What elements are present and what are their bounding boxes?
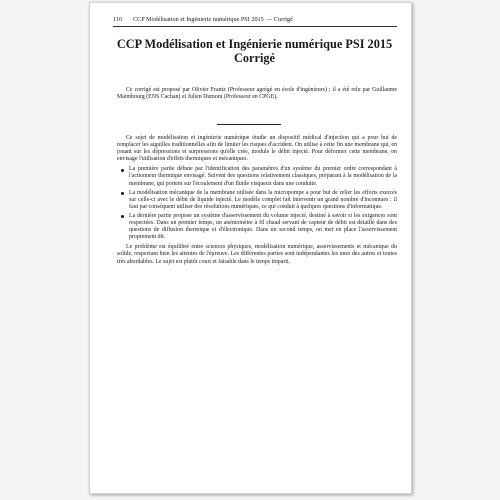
running-header [113, 16, 397, 24]
running-separator: — [265, 16, 272, 23]
title-line-2: Corrigé [234, 51, 275, 65]
header-rule [113, 26, 397, 27]
credits-block [117, 87, 397, 101]
section-divider [217, 124, 281, 125]
list-item: La dernière partie propose un système d'asservissement du volume injecté, destiné à savoir si les exigences sont respectées. Dans un premier temps, un anémomètre à fil chaud servant de capteur de débit est détaillé dans des questions de diffusion thermique et d'électronique. Dans un second temps, on met en place l'asservissement proprement dit. [129, 212, 397, 241]
conclusion-paragraph: Le problème est équilibré entre sciences physiques, modélisation numérique, asservissements et mécanique du solide, respectant bien les attentes de l'épreuve. Les différentes parties sont indépendantes les unes des autres et toutes très abordables. Le sujet est plutôt court et faisable dans le temps imparti. [117, 244, 397, 265]
page-number: 110 [113, 16, 123, 23]
running-title: CCP Modélisation et Ingénierie numérique PSI 2015 [133, 16, 264, 23]
document-page [89, 2, 412, 494]
intro-paragraph: Ce sujet de modélisation et ingénierie numérique étudie un dispositif médical d'injection qui a pour but de remplacer les aiguilles traditionnelles afin de limiter les risques d'accident. On utilise à cette fin une membrane qui, en jouant sur les dépressions et surpressions qu'elle crée, module le débit injecté. Pour déformer cette membrane, on envisage l'utilisation d'effets thermiques et mécaniques. [117, 135, 397, 163]
credits-paragraph: Ce corrigé est proposé par Olivier Frantz (Professeur agrégé en école d'ingénieurs) ; il a été relu par Guillaume Maimbourg (ENS Cachan) et Julien Dumont (Professeur en CPGE). [117, 87, 397, 101]
bullet-list [117, 166, 397, 241]
list-item: La première partie débute par l'identification des paramètres d'un système du premier ordre correspondant à l'actionneur thermique envisagé. Suivent des questions relativement classiques, préparant à la modélisation de la membrane, qui portent sur l'écoulement d'un fluide visqueux dans une conduite. [129, 166, 397, 187]
list-item: La modélisation mécanique de la membrane utilisée dans la micropompe a pour but de relier les efforts exercés sur celle-ci avec le débit de liquide injecté. Le modèle complet fait intervenir un grand nombre d'inconnues : il faut par conséquent utiliser des résolutions numériques, ce qui conduit à quelques questions d'informatique. [129, 189, 397, 210]
page-title [108, 37, 401, 65]
body-text [117, 135, 397, 266]
running-section: Corrigé [273, 16, 293, 23]
title-line-1: CCP Modélisation et Ingénierie numérique PSI 2015 [116, 37, 393, 51]
